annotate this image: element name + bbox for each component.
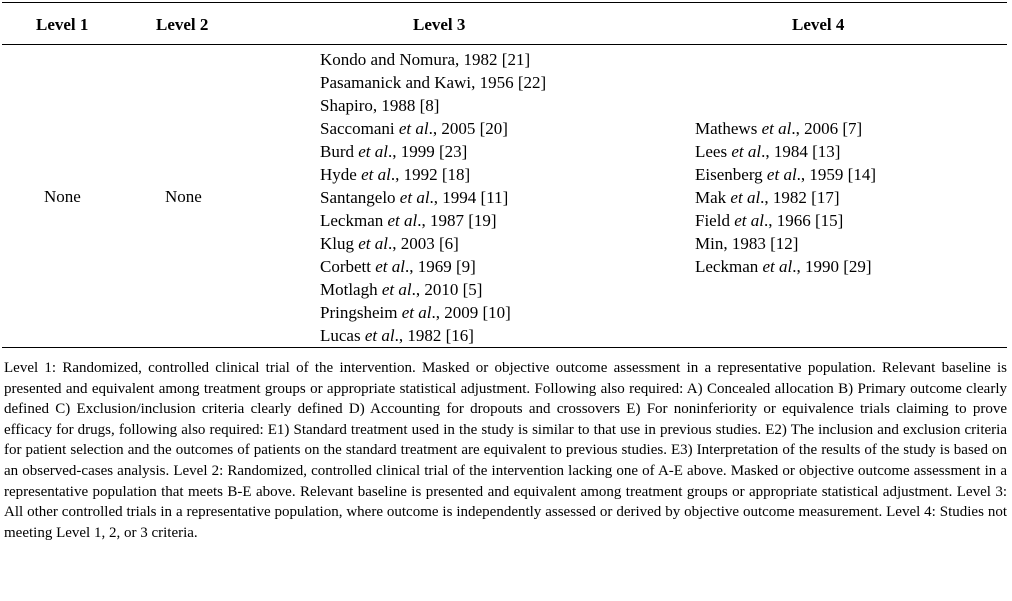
et-al-text: et al <box>399 188 430 207</box>
reference-year-text: ., 1999 [23] <box>388 142 468 161</box>
et-al-text: et al <box>381 280 412 299</box>
reference-text: Pringsheim <box>320 303 402 322</box>
reference-year-text: ., 2006 [7] <box>791 119 863 138</box>
reference-text: Lucas <box>320 326 365 345</box>
et-al-text: et al <box>761 119 792 138</box>
reference-year-text: ., 1984 [13] <box>761 142 841 161</box>
et-al-text: et al <box>387 211 418 230</box>
reference-entry <box>320 301 546 324</box>
et-al-text: et al <box>730 188 761 207</box>
reference-entry <box>695 209 876 232</box>
reference-year-text: ., 2005 [20] <box>428 119 508 138</box>
table-header-rule <box>2 44 1007 45</box>
reference-entry <box>320 209 546 232</box>
reference-entry <box>320 94 546 117</box>
reference-text: Klug <box>320 234 359 253</box>
reference-entry <box>695 117 876 140</box>
reference-text: Min, 1983 [12] <box>695 234 799 253</box>
et-al-text: et al <box>734 211 764 230</box>
level-2-value: None <box>165 187 202 206</box>
reference-text: Burd <box>320 142 359 161</box>
reference-entry <box>320 71 546 94</box>
reference-entry <box>695 232 876 255</box>
reference-text: Eisenberg <box>695 165 767 184</box>
reference-year-text: ., 1982 [16] <box>394 326 474 345</box>
et-al-text: et al <box>762 257 793 276</box>
reference-year-text: ., 1959 [14] <box>796 165 876 184</box>
reference-text: Corbett <box>320 257 376 276</box>
reference-entry <box>320 186 546 209</box>
et-al-text: et al <box>731 142 762 161</box>
reference-year-text: ., 2003 [6] <box>388 234 459 253</box>
et-al-text: et al <box>766 165 797 184</box>
reference-text: Mathews <box>695 119 762 138</box>
reference-text: Motlagh <box>320 280 382 299</box>
reference-year-text: ., 2009 [10] <box>431 303 511 322</box>
table-bottom-rule <box>2 347 1007 348</box>
et-al-text: et al <box>361 165 391 184</box>
reference-entry <box>695 163 876 186</box>
reference-text: Saccomani <box>320 119 399 138</box>
reference-text: Lees <box>695 142 732 161</box>
reference-year-text: ., 1990 [29] <box>792 257 872 276</box>
header-level-3: Level 3 <box>413 15 466 34</box>
table-top-rule <box>2 2 1007 3</box>
reference-year-text: ., 1992 [18] <box>390 165 471 184</box>
reference-entry <box>320 232 546 255</box>
reference-text: Hyde <box>320 165 362 184</box>
reference-entry <box>695 255 876 278</box>
reference-text: Field <box>695 211 735 230</box>
et-al-text: et al <box>364 326 395 345</box>
level-1-value: None <box>44 187 81 206</box>
reference-entry <box>320 163 546 186</box>
reference-entry <box>320 255 546 278</box>
header-level-1: Level 1 <box>36 15 89 34</box>
reference-text: Pasamanick and Kawi, 1956 [22] <box>320 73 547 92</box>
reference-text: Shapiro, 1988 [8] <box>320 96 440 115</box>
reference-entry <box>695 140 876 163</box>
reference-entry <box>320 48 546 71</box>
reference-text: Santangelo <box>320 188 400 207</box>
reference-year-text: ., 1987 [19] <box>417 211 497 230</box>
reference-entry <box>695 186 876 209</box>
table-footnote: Level 1: Randomized, controlled clinical trial of the intervention. Masked or objective outcome assessment in a representative population. Relevant baseline is presented and equivalent among treatment groups or appropriate statistical adjustment. Following also required: A) Concealed allocation B) Primary outcome clearly defined C) Exclusion/inclusion criteria clearly defined D) Accounting for dropouts and crossovers E) For noninferiority or equivalence trials claiming to prove efficacy for drugs, following also required: E1) Standard treatment used in the study is similar to that use in previous studies. E2) The inclusion and exclusion criteria for patient selection and the outcomes of patients on the standard treatment are equivalent to previous studies. E3) Interpretation of the results of the study is based on an observed-cases analysis. Level 2: Randomized, controlled clinical trial of the intervention lacking one of A-E above. Masked or objective outcome assessment in a representative population that meets B-E above. Relevant baseline is presented and equivalent among treatment groups or appropriate statistical adjustment. Level 3: All other controlled trials in a representative population, where outcome is independently assessed or derived by objective outcome measurement. Level 4: Studies not meeting Level 1, 2, or 3 criteria. <box>4 360 1007 541</box>
reference-text: Mak <box>695 188 731 207</box>
reference-text: Leckman <box>320 211 388 230</box>
et-al-text: et al <box>358 142 388 161</box>
reference-entry <box>320 278 546 301</box>
reference-entry <box>320 324 546 347</box>
level-3-reference-list <box>320 48 546 347</box>
reference-year-text: ., 1982 [17] <box>760 188 840 207</box>
et-al-text: et al <box>398 119 429 138</box>
reference-text: Leckman <box>695 257 763 276</box>
reference-text: Kondo and Nomura, 1982 [21] <box>320 50 531 69</box>
et-al-text: et al <box>401 303 432 322</box>
et-al-text: et al <box>358 234 388 253</box>
header-level-4: Level 4 <box>792 15 845 34</box>
reference-year-text: ., 1966 [15] <box>763 211 844 230</box>
reference-year-text: ., 1994 [11] <box>429 188 509 207</box>
level-4-reference-list <box>695 117 876 278</box>
et-al-text: et al <box>375 257 405 276</box>
header-level-2: Level 2 <box>156 15 209 34</box>
reference-entry <box>320 140 546 163</box>
reference-year-text: ., 1969 [9] <box>405 257 476 276</box>
reference-year-text: ., 2010 [5] <box>411 280 483 299</box>
reference-entry <box>320 117 546 140</box>
